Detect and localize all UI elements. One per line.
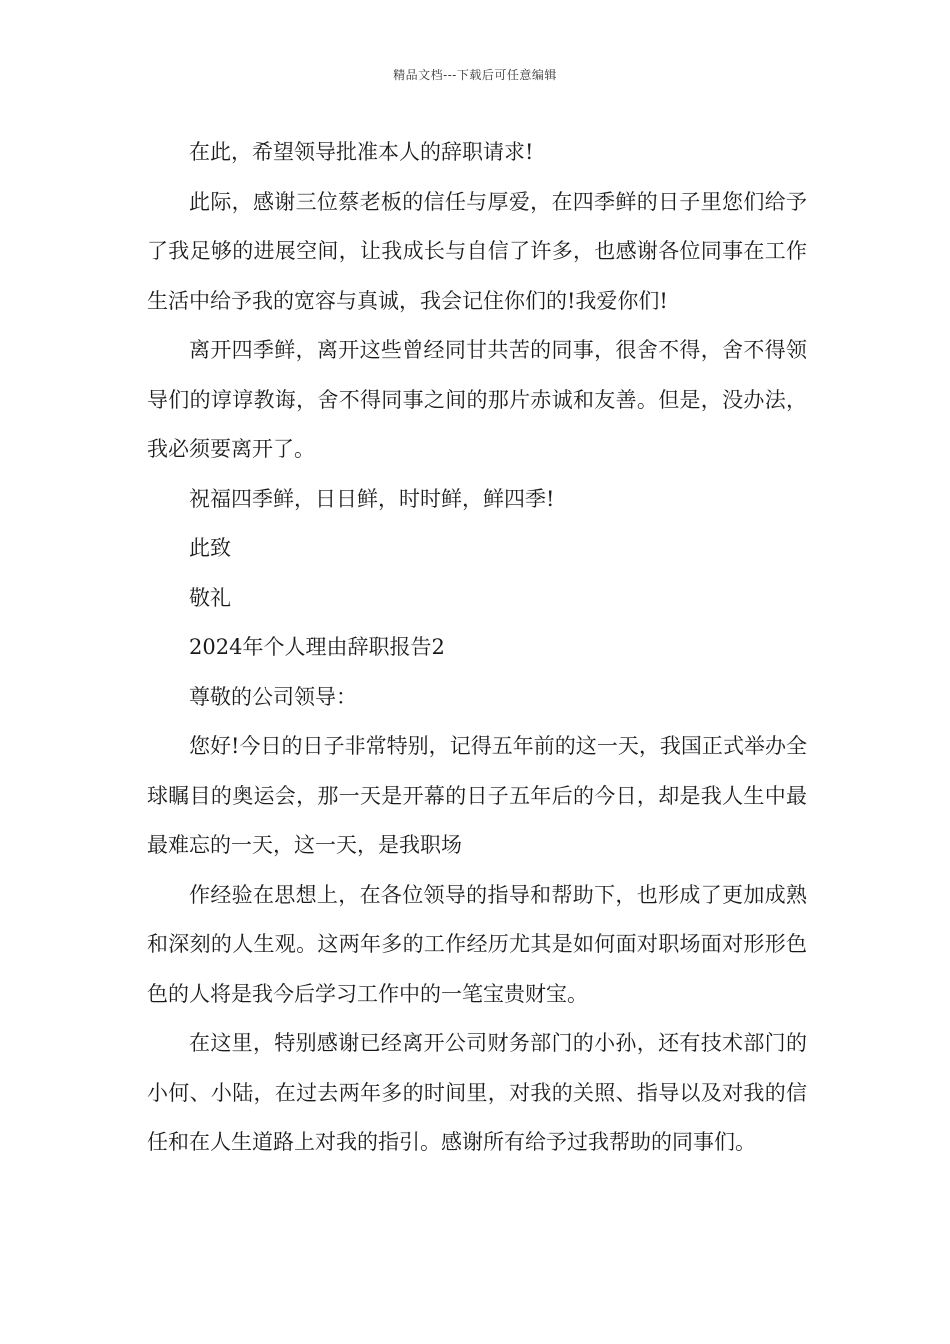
- paragraph-request: 在此，希望领导批准本人的辞职请求!: [189, 140, 534, 164]
- paragraph-colleagues: 在这里，特别感谢已经离开公司财务部门的小孙，还有技术部门的小何、小陆，在过去两年多的时间里，对我的关照、指导以及对我的信任和在人生道路上对我的指引。感谢所有给予过我帮助的同事们。: [147, 1031, 807, 1154]
- paragraph-experience: 作经验在思想上，在各位领导的指导和帮助下，也形成了更加成熟和深刻的人生观。这两年多的工作经历尤其是如何面对职场面对形形色色的人将是我今后学习工作中的一笔宝贵财宝。: [147, 882, 807, 1006]
- salutation: 尊敬的公司领导：: [189, 684, 357, 709]
- paragraph-blessing: 祝福四季鲜，日日鲜，时时鲜，鲜四季!: [189, 486, 555, 511]
- section-title: 2024年个人理由辞职报告2: [189, 635, 445, 659]
- page-header: 精品文档---下载后可任意编辑: [393, 68, 557, 82]
- paragraph-farewell: 离开四季鲜，离开这些曾经同甘共苦的同事，很舍不得，舍不得领导们的谆谆教诲，舍不得同事之间的那片赤诚和友善。但是，没办法，我必须要离开了。: [147, 338, 807, 461]
- closing-jingli: 敬礼: [189, 585, 231, 610]
- paragraph-thanks: 此际，感谢三位蔡老板的信任与厚爱，在四季鲜的日子里您们给予了我足够的进展空间，让我成长与自信了许多，也感谢各位同事在工作生活中给予我的宽容与真诚，我会记住你们的!我爱你们!: [147, 189, 807, 313]
- closing-cizhi: 此致: [189, 536, 231, 560]
- paragraph-greeting: 您好!今日的日子非常特别，记得五年前的这一天，我国正式举办全球瞩目的奥运会，那一天是开幕的日子五年后的今日，却是我人生中最最难忘的一天，这一天，是我职场: [147, 734, 807, 857]
- document-body: [147, 128, 807, 1168]
